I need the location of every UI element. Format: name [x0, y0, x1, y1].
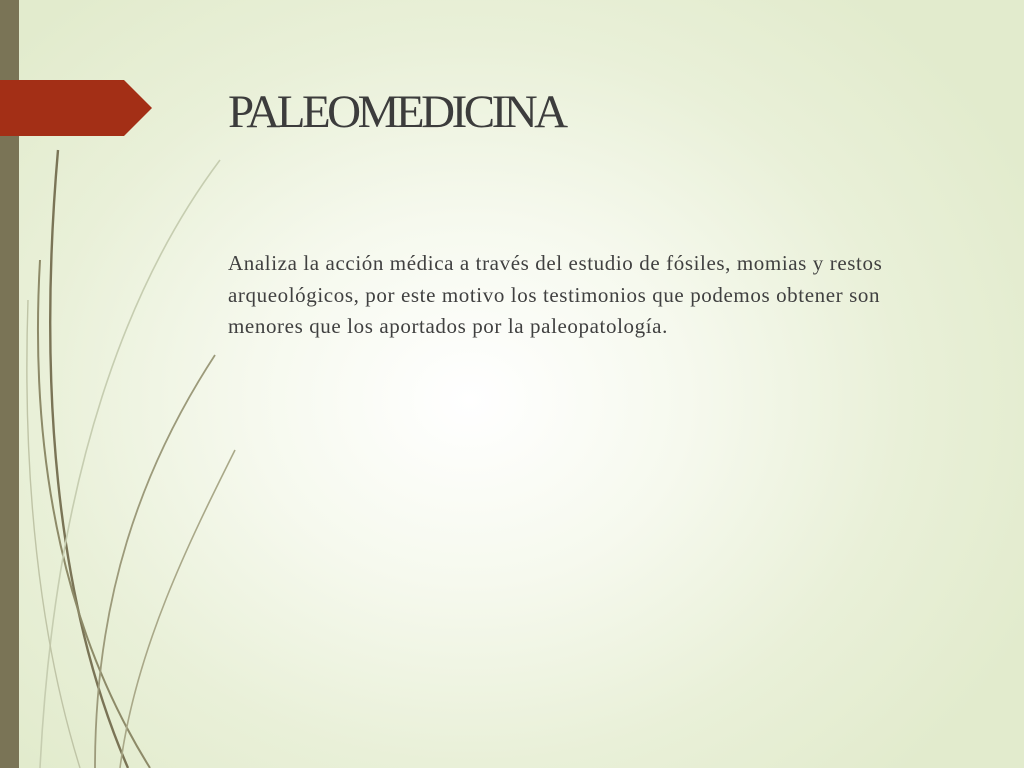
slide-body-text: Analiza la acción médica a través del estudio de fósiles, momias y restos arqueológicos, por este motivo los testimonios que podemos obtener son menores que los aportados por la paleopatología.	[228, 251, 883, 338]
slide-title: PALEOMEDICINA	[228, 86, 565, 138]
